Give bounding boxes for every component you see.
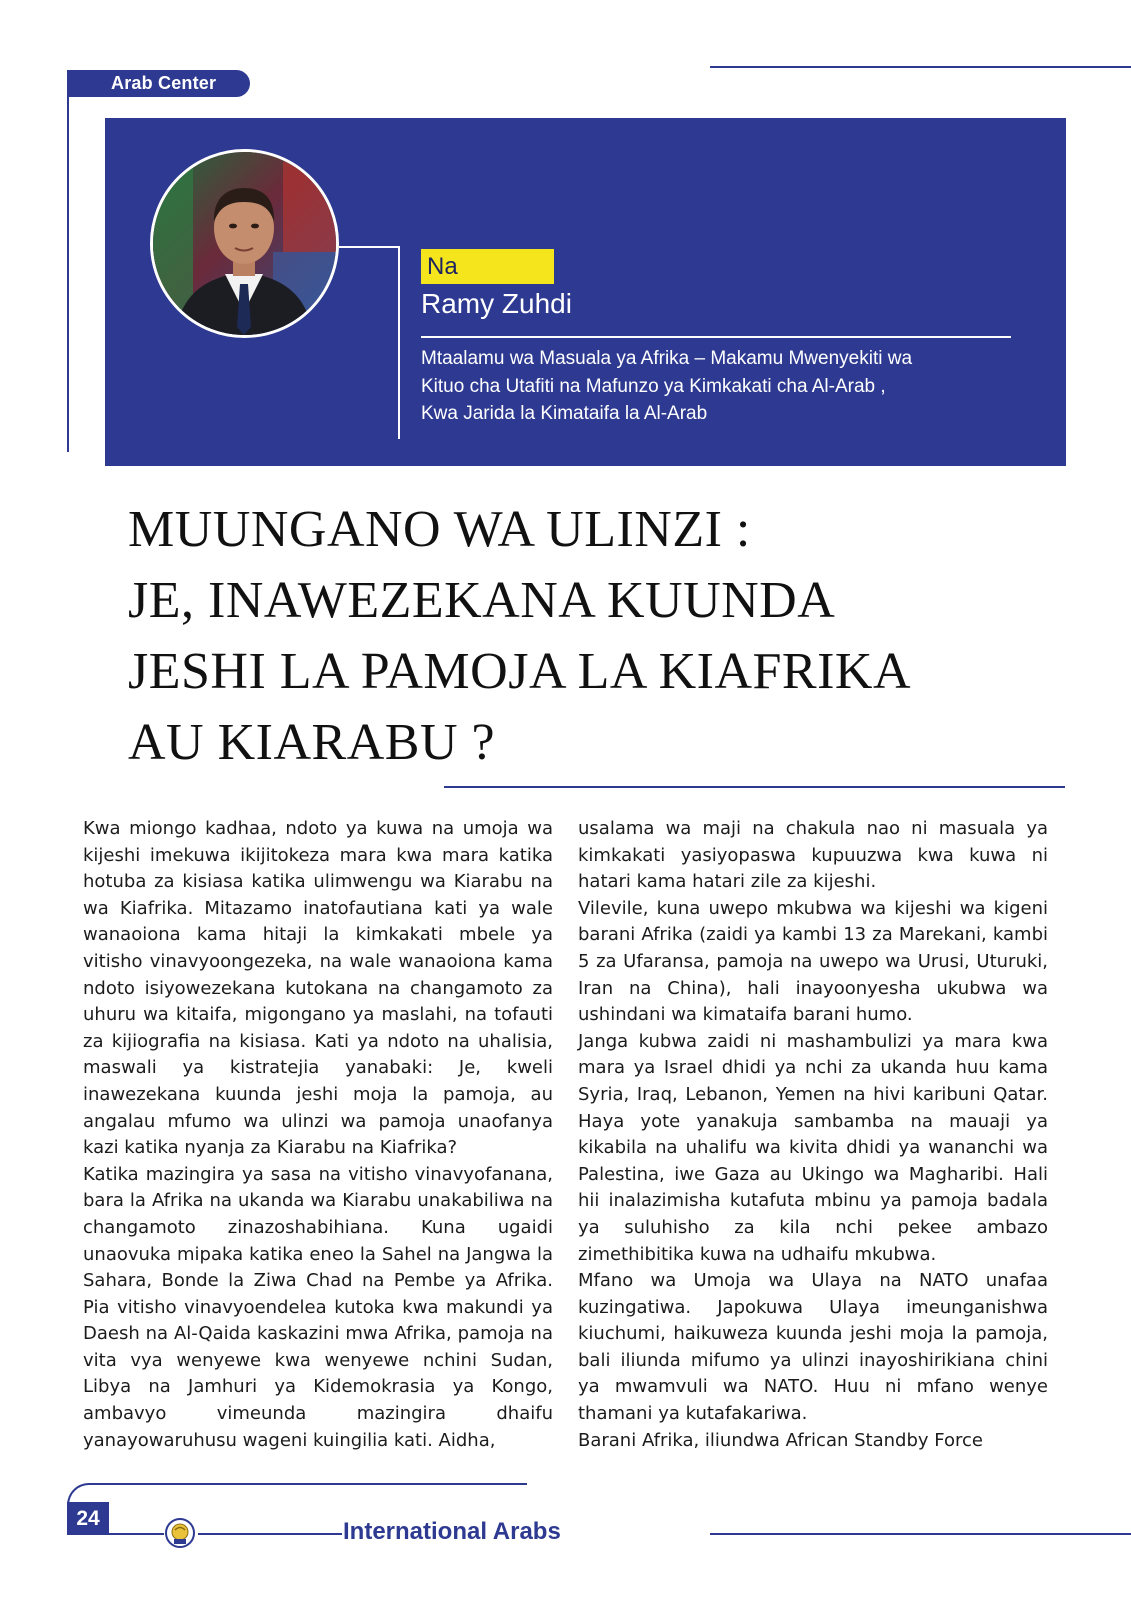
headline-line: MUUNGANO WA ULINZI : — [128, 501, 751, 558]
article-headline — [128, 494, 1028, 778]
author-description-line: Mtaalamu wa Masuala ya Afrika – Makamu Mwenyekiti wa — [421, 348, 913, 369]
byline-prefix: Na — [421, 249, 554, 284]
article-paragraph: Katika mazingira ya sasa na vitisho vinavyofanana, bara la Afrika na ukanda wa Kiarabu unakabiliwa na changamoto zinazoshabihiana. Kuna ugaidi unaovuka mipaka katika eneo la Sahel na Jangwa la Sahara, Bonde la Ziwa Chad na Pembe ya Afrika. Pia vitisho vinavyoendelea kutoka kwa makundi ya Daesh na Al-Qaida kaskazini mwa Afrika, pamoja na vita vya wenyewe kwa wenyewe nchini Sudan, Libya na Jamhuri ya Kidemokrasia ya Kongo, ambavyo vimeunda mazingira dhaifu yanayowaruhusu wageni kuingilia kati. Aidha, — [83, 1163, 553, 1451]
article-paragraph: Vilevile, kuna uwepo mkubwa wa kijeshi wa kigeni barani Afrika (zaidi ya kambi 13 za Marekani, kambi 5 za Ufaransa, pamoja na uwepo wa Urusi, Uturuki, Iran na China), hali inayoonyesha ukubwa wa ushindani wa kimataifa barani humo. — [578, 897, 1048, 1026]
header-left-rule — [67, 72, 69, 452]
author-divider — [421, 336, 1011, 338]
article-paragraph: usalama wa maji na chakula nao ni masuala ya kimkakati yasiyopaswa kupuuzwa kwa kuwa ni hatari kama hatari zile za kijeshi. — [578, 818, 1048, 893]
article-column-right — [578, 816, 1048, 1454]
author-description-line: Kituo cha Utafiti na Mafunzo ya Kimkakati cha Al-Arab , — [421, 375, 886, 397]
author-photo — [150, 149, 339, 338]
author-portrait-image — [153, 152, 336, 335]
author-description-line: Kwa Jarida la Kimataifa la Al-Arab — [421, 403, 708, 424]
article-paragraph: Kwa miongo kadhaa, ndoto ya kuwa na umoja wa kijeshi imekuwa ikijitokeza mara kwa mara katika hotuba za kisiasa katika ulimwengu wa Kiarabu na wa Kiafrika. Mitazamo inatofautiana kati ya wale wanaoiona kama hitaji la kimkakati mbele ya vitisho vinavyoongezeka, na wale wanaoiona kama ndoto isiyowezekana kutokana na changamoto za uhuru wa kitaifa, migongano ya maslahi, na tofauti za kijiografia na kisiasa. Kati ya ndoto na uhalisia, maswali ya kistratejia yanabaki: Je, kweli inawezekana kuunda jeshi moja la pamoja, au angalau mfumo wa ulinzi wa pamoja unaofanya kazi katika nyanja za Kiarabu na Kiafrika? — [83, 818, 553, 1159]
article-paragraph: Barani Afrika, iliundwa African Standby Force — [578, 1429, 983, 1451]
header-right-rule — [710, 66, 1131, 68]
author-description — [421, 345, 1026, 428]
author-connector-vertical — [398, 246, 400, 439]
article-paragraph: Janga kubwa zaidi ni mashambulizi ya mara kwa mara ya Israel dhidi ya nchi za ukanda huu kama Syria, Iraq, Lebanon, Yemen na hivi karibuni Qatar. Haya yote yanakuja sambamba na mauaji ya kikabila na uhalifu wa kivita dhidi ya wananchi wa Palestina, iwe Gaza au Ukingo wa Magharibi. Hali hii inalazimisha kutafuta mbinu ya pamoja badala ya suluhisho za kila nchi pekee ambazo zimethibitika kuwa na udhaifu mkubwa. — [578, 1030, 1048, 1265]
page-number: 24 — [67, 1502, 109, 1535]
headline-underline — [444, 786, 1065, 788]
section-label: Arab Center — [67, 70, 250, 97]
headline-line: JE, INAWEZEKANA KUUNDA — [128, 572, 836, 629]
magazine-logo-icon — [164, 1517, 196, 1549]
article-paragraph: Mfano wa Umoja wa Ulaya na NATO unafaa kuzingatiwa. Japokuwa Ulaya imeunganishwa kiuchumi, haikuweza kuunda jeshi moja la pamoja, bali iliunda mifumo ya ulinzi inayoshirikiana chini ya mwamvuli wa NATO. Huu ni mfano wenye thamani ya kutafakariwa. — [578, 1270, 1048, 1425]
headline-line: AU KIARABU ? — [128, 714, 496, 771]
headline-line: JESHI LA PAMOJA LA KIAFRIKA — [128, 643, 912, 700]
author-name: Ramy Zuhdi — [421, 288, 572, 319]
footer-rule-right — [710, 1533, 1131, 1535]
magazine-title: International Arabs — [343, 1518, 561, 1545]
article-column-left — [83, 816, 553, 1454]
author-connector-horizontal — [339, 246, 399, 248]
footer-rule-left — [109, 1533, 164, 1535]
footer-rule-middle — [198, 1533, 342, 1535]
